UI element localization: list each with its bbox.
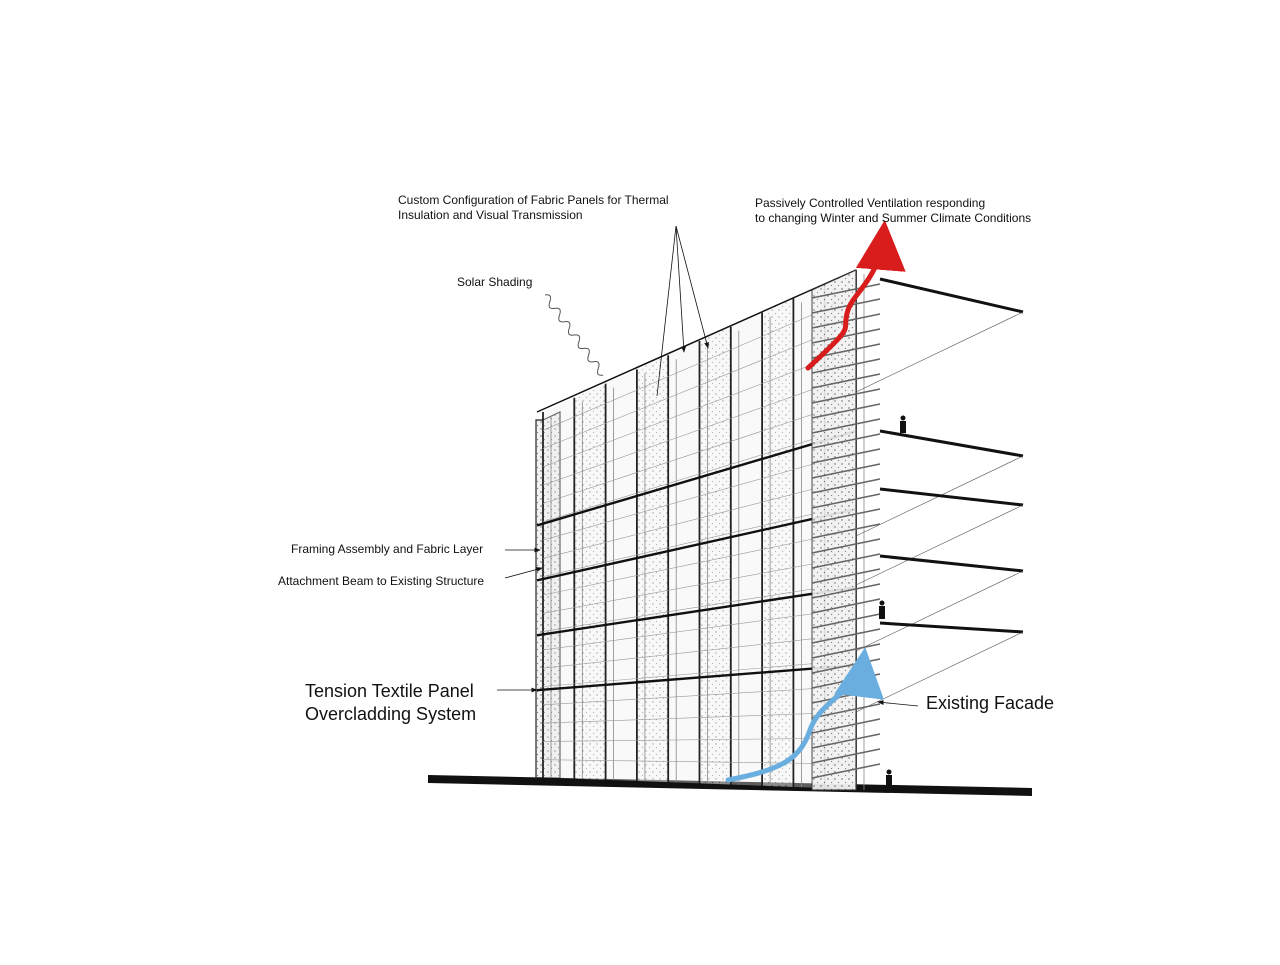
fabric-configuration-label [398,193,669,223]
tension-textile-label [305,680,476,725]
person-figure [879,601,885,620]
tension-textile-line2: Overcladding System [305,703,477,724]
slab-edge-line [856,312,1023,392]
ventilation-label [755,196,1031,226]
tension-textile-line1: Tension Textile Panel [305,681,474,701]
slab-edge-line [856,505,1023,585]
floor-slab [880,279,1023,312]
existing-floor-slabs [856,279,1023,712]
framing-assembly-label: Framing Assembly and Fabric Layer [291,542,484,556]
solar-shading-wave-icon [528,293,620,377]
ventilation-line2: to changing Winter and Summer Climate Conditions [755,211,1032,225]
solar-shading-label: Solar Shading [457,275,533,289]
floor-slab [880,431,1023,456]
floor-slab [880,489,1023,505]
floor-slab [880,623,1023,632]
person-figure [900,416,906,434]
attachment-beam-label: Attachment Beam to Existing Structure [278,574,485,588]
person-figure [886,770,892,791]
ventilation-line1: Passively Controlled Ventilation responding [755,196,986,210]
fabric-configuration-line2: Insulation and Visual Transmission [398,208,583,222]
fabric-configuration-line1: Custom Configuration of Fabric Panels for Thermal [398,193,669,207]
existing-facade-label: Existing Facade [926,693,1055,713]
